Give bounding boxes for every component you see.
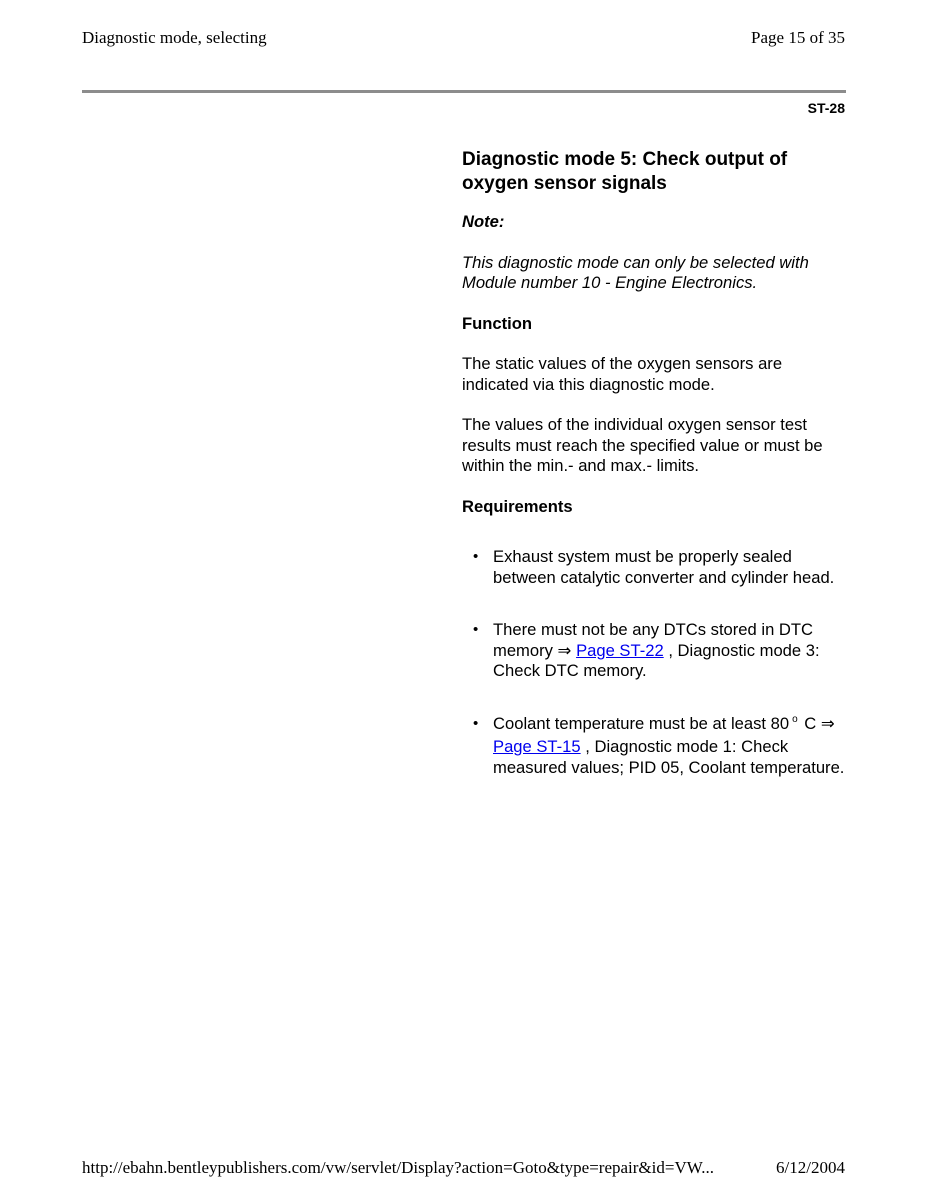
content-column: [462, 148, 846, 810]
function-paragraph-1: The static values of the oxygen sensors are indicated via this diagnostic mode.: [462, 354, 783, 394]
function-paragraph-2: The values of the individual oxygen sensor test results must reach the specified value or must be within the min.- and max.- limits.: [462, 415, 823, 475]
list-item: [462, 714, 846, 779]
list-item: [462, 620, 846, 682]
section-heading: Diagnostic mode 5: Check output of oxygen sensor signals: [462, 149, 788, 194]
list-item: [462, 547, 846, 588]
requirement-text-unit: C ⇒: [799, 713, 835, 733]
bullet-icon: •: [473, 621, 479, 638]
function-heading: Function: [462, 313, 533, 333]
header-divider: [82, 90, 846, 93]
link-page-st-15[interactable]: Page ST-15: [493, 737, 581, 756]
bullet-icon: •: [473, 714, 479, 732]
page-number: Page 15 of 35: [751, 28, 845, 47]
requirement-text: Exhaust system must be properly sealed between catalytic converter and cylinder head.: [493, 547, 835, 587]
degree-symbol: o: [792, 713, 798, 725]
note-label: Note:: [462, 212, 505, 231]
bullet-icon: •: [473, 548, 479, 565]
requirement-text-tail: , Diagnostic mode 3: Check DTC memory.: [493, 640, 820, 680]
document-title: Diagnostic mode, selecting: [82, 28, 267, 47]
requirement-text-tail: , Diagnostic mode 1: Check measured values; PID 05, Coolant temperature.: [493, 737, 845, 777]
footer-date: 6/12/2004: [776, 1158, 845, 1177]
requirement-text: There must not be any DTCs stored in DTC memory ⇒: [493, 620, 814, 660]
note-text: This diagnostic mode can only be selected with Module number 10 - Engine Electronics.: [462, 252, 809, 292]
requirements-heading: Requirements: [462, 496, 573, 516]
requirements-list: [462, 547, 846, 778]
link-page-st-22[interactable]: Page ST-22: [576, 640, 664, 660]
requirement-text: Coolant temperature must be at least 80: [493, 713, 790, 733]
footer-url: http://ebahn.bentleypublishers.com/vw/servlet/Display?action=Goto&type=repair&id=VW...: [82, 1158, 714, 1177]
section-code: ST-28: [807, 100, 845, 116]
